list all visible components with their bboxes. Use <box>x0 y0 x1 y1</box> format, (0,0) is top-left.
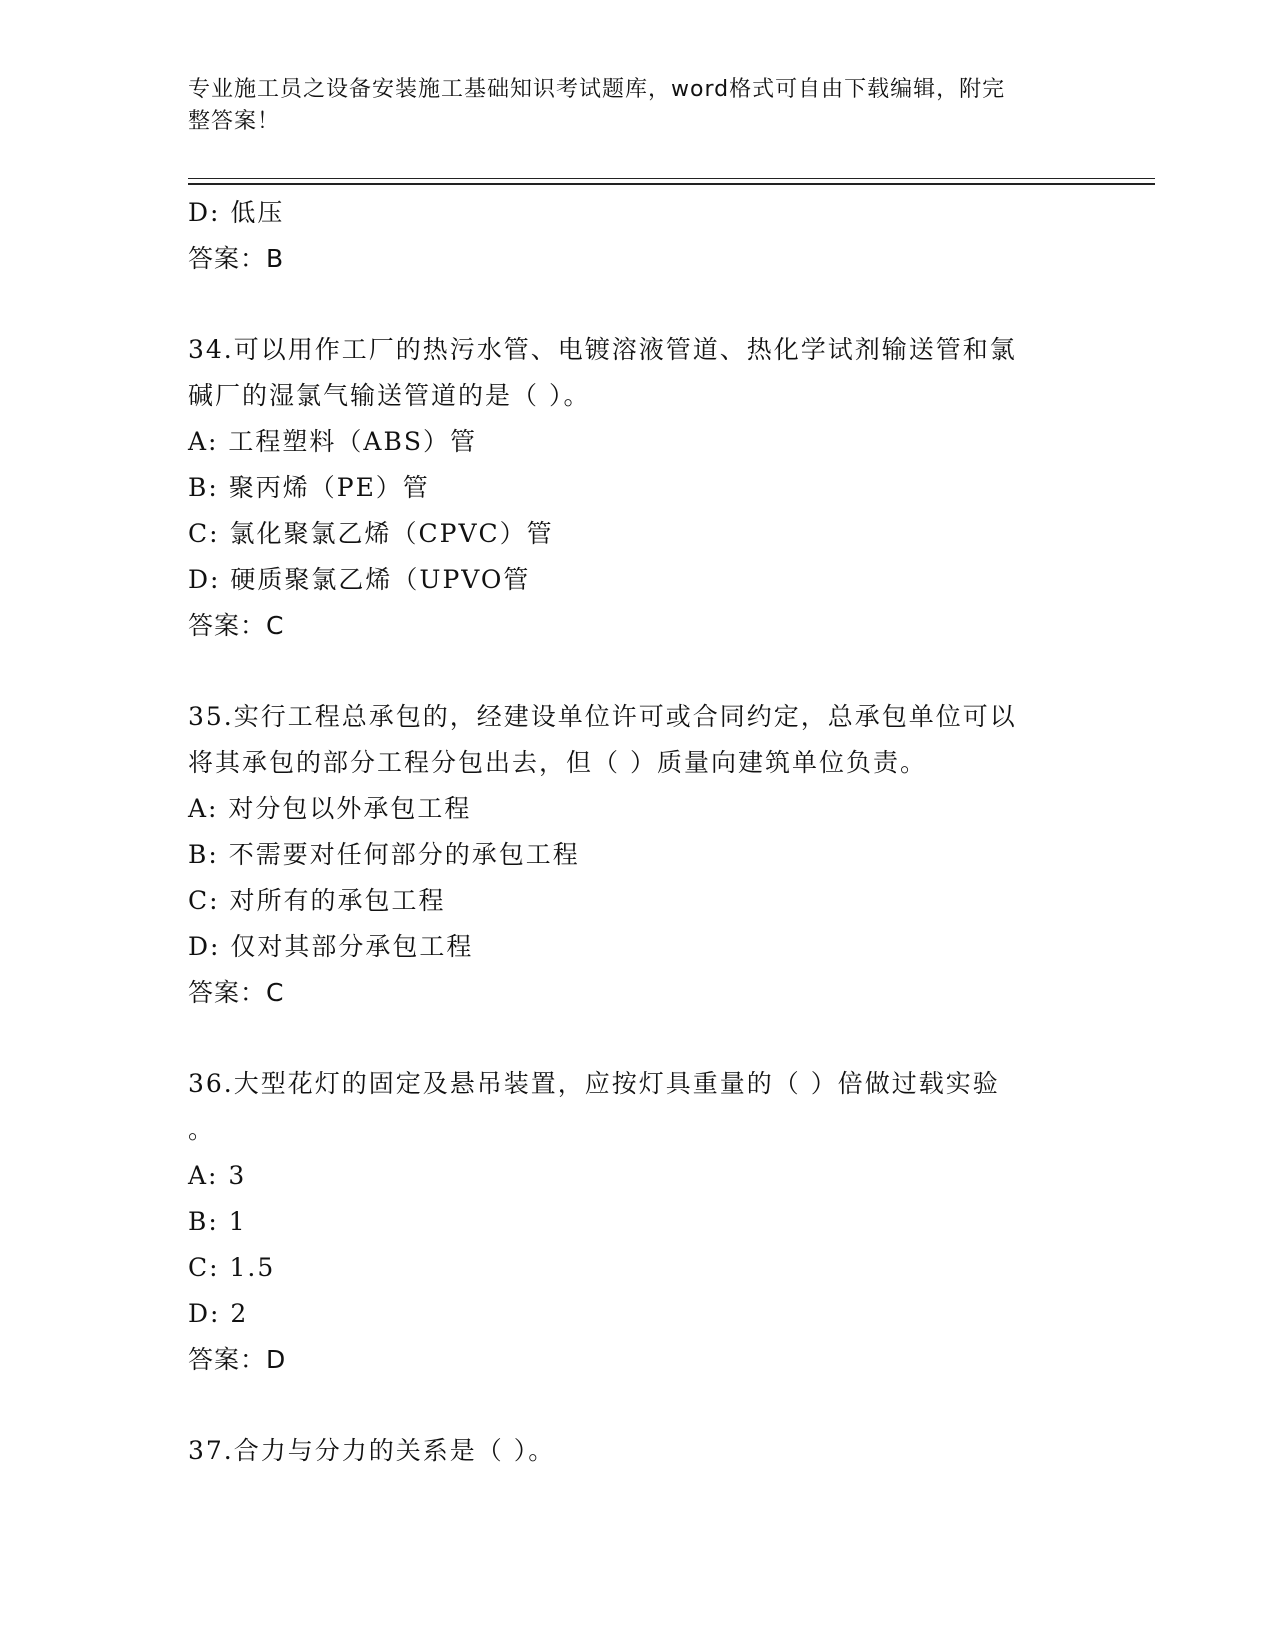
header-rule-thin <box>188 178 1155 179</box>
question-35 <box>188 694 1088 1016</box>
option-b: B: 聚丙烯（PE）管 <box>188 473 430 502</box>
header-line-2: 整答案！ <box>188 109 281 134</box>
question-stem: 36.大型花灯的固定及悬吊装置，应按灯具重量的（ ）倍做过载实验 <box>188 1069 1000 1098</box>
question-stem: 37.合力与分力的关系是（ ）。 <box>188 1436 556 1465</box>
option-d: D: 仅对其部分承包工程 <box>188 932 474 961</box>
header-line-1: 专业施工员之设备安装施工基础知识考试题库，word格式可自由下载编辑，附完 <box>188 77 1006 102</box>
option-d: D: 2 <box>188 1299 249 1328</box>
option-c: C: 1.5 <box>188 1253 276 1282</box>
option-c: C: 对所有的承包工程 <box>188 886 446 915</box>
document-body <box>188 190 1088 1474</box>
question-37 <box>188 1428 1088 1474</box>
answer-line: 答案：C <box>188 611 285 640</box>
answer-line: 答案：D <box>188 1345 287 1374</box>
question-stem: 将其承包的部分工程分包出去，但（ ）质量向建筑单位负责。 <box>188 748 927 777</box>
document-header <box>188 74 1068 138</box>
header-rule-thick <box>188 183 1155 185</box>
option-a: A: 工程塑料（ABS）管 <box>188 427 477 456</box>
option-a: A: 对分包以外承包工程 <box>188 794 472 823</box>
option-b: B: 不需要对任何部分的承包工程 <box>188 840 580 869</box>
previous-question-tail <box>188 190 1088 282</box>
option-b: B: 1 <box>188 1207 247 1236</box>
option-d: D: 低压 <box>188 198 285 227</box>
option-d: D: 硬质聚氯乙烯（UPVO管 <box>188 565 531 594</box>
option-c: C: 氯化聚氯乙烯（CPVC）管 <box>188 519 554 548</box>
question-stem: 碱厂的湿氯气输送管道的是（ ）。 <box>188 381 591 410</box>
question-stem: 35.实行工程总承包的，经建设单位许可或合同约定，总承包单位可以 <box>188 702 1017 731</box>
answer-line: 答案：B <box>188 244 285 273</box>
question-stem: 。 <box>188 1115 216 1144</box>
option-a: A: 3 <box>188 1161 247 1190</box>
question-stem: 34.可以用作工厂的热污水管、电镀溶液管道、热化学试剂输送管和氯 <box>188 335 1017 364</box>
question-34 <box>188 327 1088 649</box>
question-36 <box>188 1061 1088 1383</box>
answer-line: 答案：C <box>188 978 285 1007</box>
